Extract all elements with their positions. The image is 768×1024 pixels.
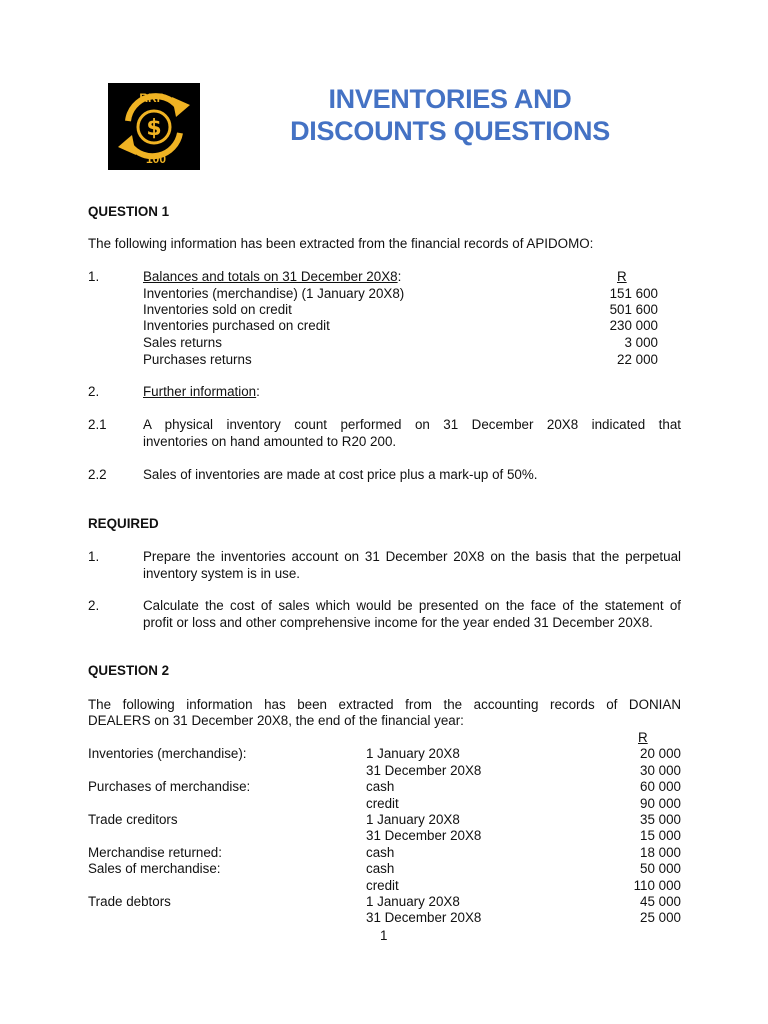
q1-item-2-number: 2.	[88, 384, 100, 399]
q2-row-detail: cash	[366, 845, 395, 860]
q2-row-value: 110 000	[633, 878, 681, 893]
q2-row-value: 18 000	[640, 845, 681, 860]
q2-row-value: 90 000	[640, 796, 681, 811]
q1-item-2-1-line-2: inventories on hand amounted to R20 200.	[143, 434, 397, 449]
q1-balance-label: Inventories sold on credit	[143, 302, 292, 317]
logo-bottom-text: 100	[145, 152, 167, 166]
logo-top-text: RRP	[139, 91, 165, 105]
page-title-line-2: DISCOUNTS QUESTIONS	[290, 116, 610, 146]
required-item-1-number: 1.	[88, 549, 100, 564]
question-2-intro-line-2: DEALERS on 31 December 20X8, the end of the financial year:	[88, 713, 464, 728]
q1-balance-value: 501 600	[609, 302, 658, 317]
q2-row-detail: cash	[366, 861, 395, 876]
q1-item-2-label: Further information:	[143, 384, 260, 399]
q1-balance-value: 230 000	[609, 318, 658, 333]
q1-balance-label: Inventories purchased on credit	[143, 318, 330, 333]
q2-row-detail: 1 January 20X8	[366, 894, 460, 909]
q2-row-value: 35 000	[640, 812, 681, 827]
q2-row-label: Merchandise returned:	[88, 845, 222, 860]
q2-row-label: Purchases of merchandise:	[88, 779, 251, 794]
q2-row-label: Trade debtors	[88, 894, 171, 909]
q1-currency-header: R	[617, 269, 627, 284]
required-item-1-line-1: Prepare the inventories account on 31 December 20X8 on the basis that the perpetual	[143, 549, 681, 564]
q2-row-value: 45 000	[640, 894, 681, 909]
q2-row-label: Inventories (merchandise):	[88, 746, 247, 761]
q1-item-2-2-text: Sales of inventories are made at cost price plus a mark-up of 50%.	[143, 467, 538, 482]
q2-row-detail: 31 December 20X8	[366, 763, 482, 778]
logo-symbol: $	[146, 116, 162, 141]
question-1-heading: QUESTION 1	[88, 204, 170, 219]
q2-row-label: Sales of merchandise:	[88, 861, 221, 876]
required-item-2-number: 2.	[88, 598, 100, 613]
required-heading: REQUIRED	[88, 516, 159, 531]
q2-row-detail: 31 December 20X8	[366, 910, 482, 925]
q2-row-value: 20 000	[640, 746, 681, 761]
q1-balance-value: 151 600	[609, 286, 658, 301]
required-item-1-line-2: inventory system is in use.	[143, 566, 301, 581]
q1-item-1-number: 1.	[88, 269, 100, 284]
q2-currency-header: R	[638, 730, 648, 745]
q1-balance-label: Sales returns	[143, 335, 222, 350]
q1-balance-value: 22 000	[617, 352, 658, 367]
q2-row-value: 60 000	[640, 779, 681, 794]
q2-row-detail: 31 December 20X8	[366, 828, 482, 843]
q2-row-value: 30 000	[640, 763, 681, 778]
q2-row-value: 50 000	[640, 861, 681, 876]
q1-balance-value: 3 000	[624, 335, 658, 350]
page-title-line-1: INVENTORIES AND	[328, 84, 572, 114]
q2-row-detail: cash	[366, 779, 395, 794]
page-number: 1	[380, 928, 388, 943]
q1-item-2-1-line-1: A physical inventory count performed on 31 December 20X8 indicated that	[143, 417, 681, 432]
q2-row-value: 25 000	[640, 910, 681, 925]
question-2-intro-line-1: The following information has been extracted from the accounting records of DONIAN	[88, 697, 681, 712]
dollar-cycle-icon	[108, 83, 200, 170]
q2-row-detail: 1 January 20X8	[366, 812, 460, 827]
q2-row-detail: credit	[366, 796, 399, 811]
q2-row-label: Trade creditors	[88, 812, 178, 827]
q1-item-2-2-number: 2.2	[88, 467, 107, 482]
q2-row-value: 15 000	[640, 828, 681, 843]
required-item-2-line-2: profit or loss and other comprehensive income for the year ended 31 December 20X8.	[143, 615, 653, 630]
q1-item-1-label: Balances and totals on 31 December 20X8:	[143, 269, 402, 284]
q2-row-detail: credit	[366, 878, 399, 893]
required-item-2-line-1: Calculate the cost of sales which would be presented on the face of the statement of	[143, 598, 681, 613]
question-1-intro: The following information has been extracted from the financial records of APIDOMO:	[88, 236, 594, 251]
q2-row-detail: 1 January 20X8	[366, 746, 460, 761]
q1-balance-label: Purchases returns	[143, 352, 252, 367]
logo	[108, 83, 200, 170]
question-2-heading: QUESTION 2	[88, 663, 170, 678]
q1-balance-label: Inventories (merchandise) (1 January 20X8)	[143, 286, 405, 301]
q1-item-2-1-number: 2.1	[88, 417, 107, 432]
